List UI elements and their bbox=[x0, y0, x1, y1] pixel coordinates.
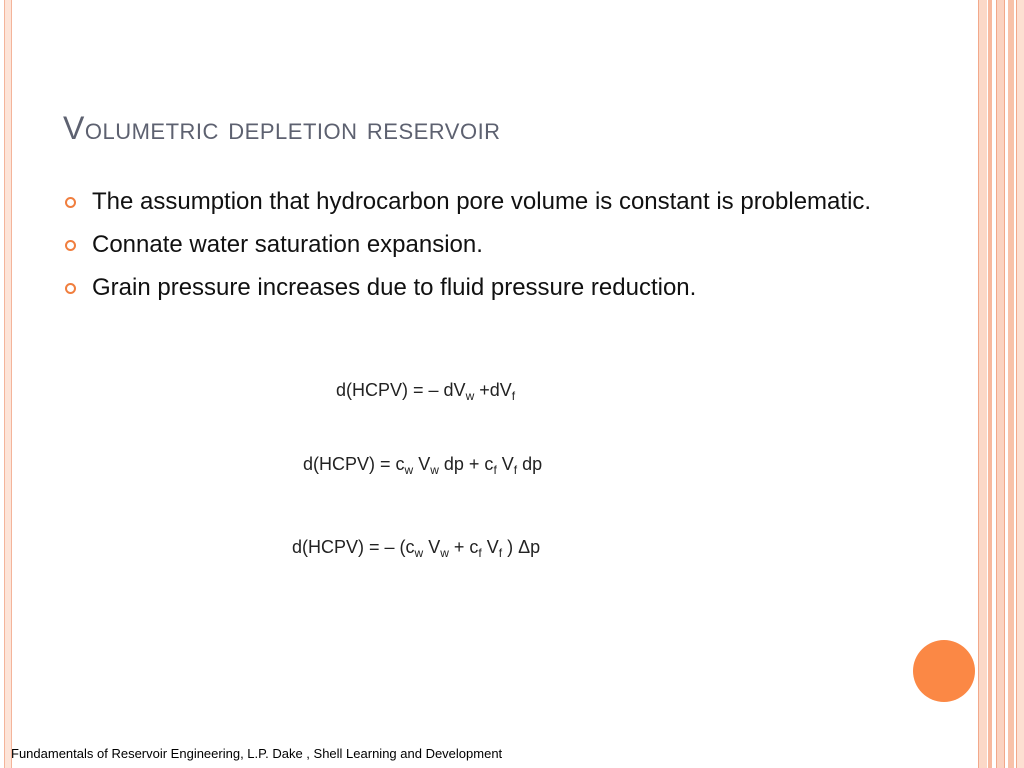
eq-part: d(HCPV) = – (c bbox=[292, 537, 415, 557]
right-decorative-bars bbox=[978, 0, 1024, 768]
decor-bar bbox=[996, 0, 1005, 768]
decor-bar bbox=[1016, 0, 1024, 768]
eq-part: + c bbox=[448, 537, 479, 557]
eq-part: d(HCPV) = – dV bbox=[336, 380, 466, 400]
eq-sub: f bbox=[511, 389, 516, 403]
bullet-text: Grain pressure increases due to fluid pressure reduction. bbox=[92, 274, 697, 301]
slide-footer-citation: Fundamentals of Reservoir Engineering, L.P. Dake , Shell Learning and Development bbox=[11, 746, 503, 761]
eq-part: +dV bbox=[474, 380, 512, 400]
equation-pressure-drop bbox=[292, 537, 540, 560]
eq-part: dp + c bbox=[438, 454, 494, 474]
eq-part: d(HCPV) = c bbox=[303, 454, 405, 474]
equation-hcpv-change bbox=[336, 380, 515, 403]
eq-part: ) Δp bbox=[502, 537, 541, 557]
decorative-orange-circle bbox=[913, 640, 975, 702]
decor-bar bbox=[988, 0, 992, 768]
eq-part: V bbox=[481, 537, 499, 557]
bullet-icon bbox=[65, 240, 76, 251]
bullet-list bbox=[62, 185, 882, 314]
eq-sub: f bbox=[498, 546, 503, 560]
eq-part: V bbox=[413, 454, 431, 474]
bullet-item bbox=[62, 271, 882, 305]
eq-sub: f bbox=[513, 463, 518, 477]
eq-sub: w bbox=[465, 389, 475, 403]
left-frame-border bbox=[4, 0, 12, 768]
eq-sub: w bbox=[404, 463, 414, 477]
eq-part: dp bbox=[517, 454, 543, 474]
eq-sub: w bbox=[430, 463, 439, 477]
bullet-item bbox=[62, 185, 882, 219]
eq-sub: w bbox=[440, 546, 449, 560]
eq-part: V bbox=[423, 537, 441, 557]
eq-part: V bbox=[496, 454, 514, 474]
bullet-item bbox=[62, 228, 882, 262]
bullet-icon bbox=[65, 283, 76, 294]
bullet-icon bbox=[65, 197, 76, 208]
slide-title: Volumetric depletion reservoir bbox=[63, 110, 501, 146]
eq-sub: f bbox=[493, 463, 497, 477]
decor-bar bbox=[978, 0, 987, 768]
eq-sub: f bbox=[478, 546, 482, 560]
equation-compressibility bbox=[303, 454, 542, 477]
eq-sub: w bbox=[414, 546, 424, 560]
bullet-text: Connate water saturation expansion. bbox=[92, 231, 483, 258]
decor-bar bbox=[1008, 0, 1014, 768]
bullet-text: The assumption that hydrocarbon pore volume is constant is problematic. bbox=[92, 188, 872, 215]
